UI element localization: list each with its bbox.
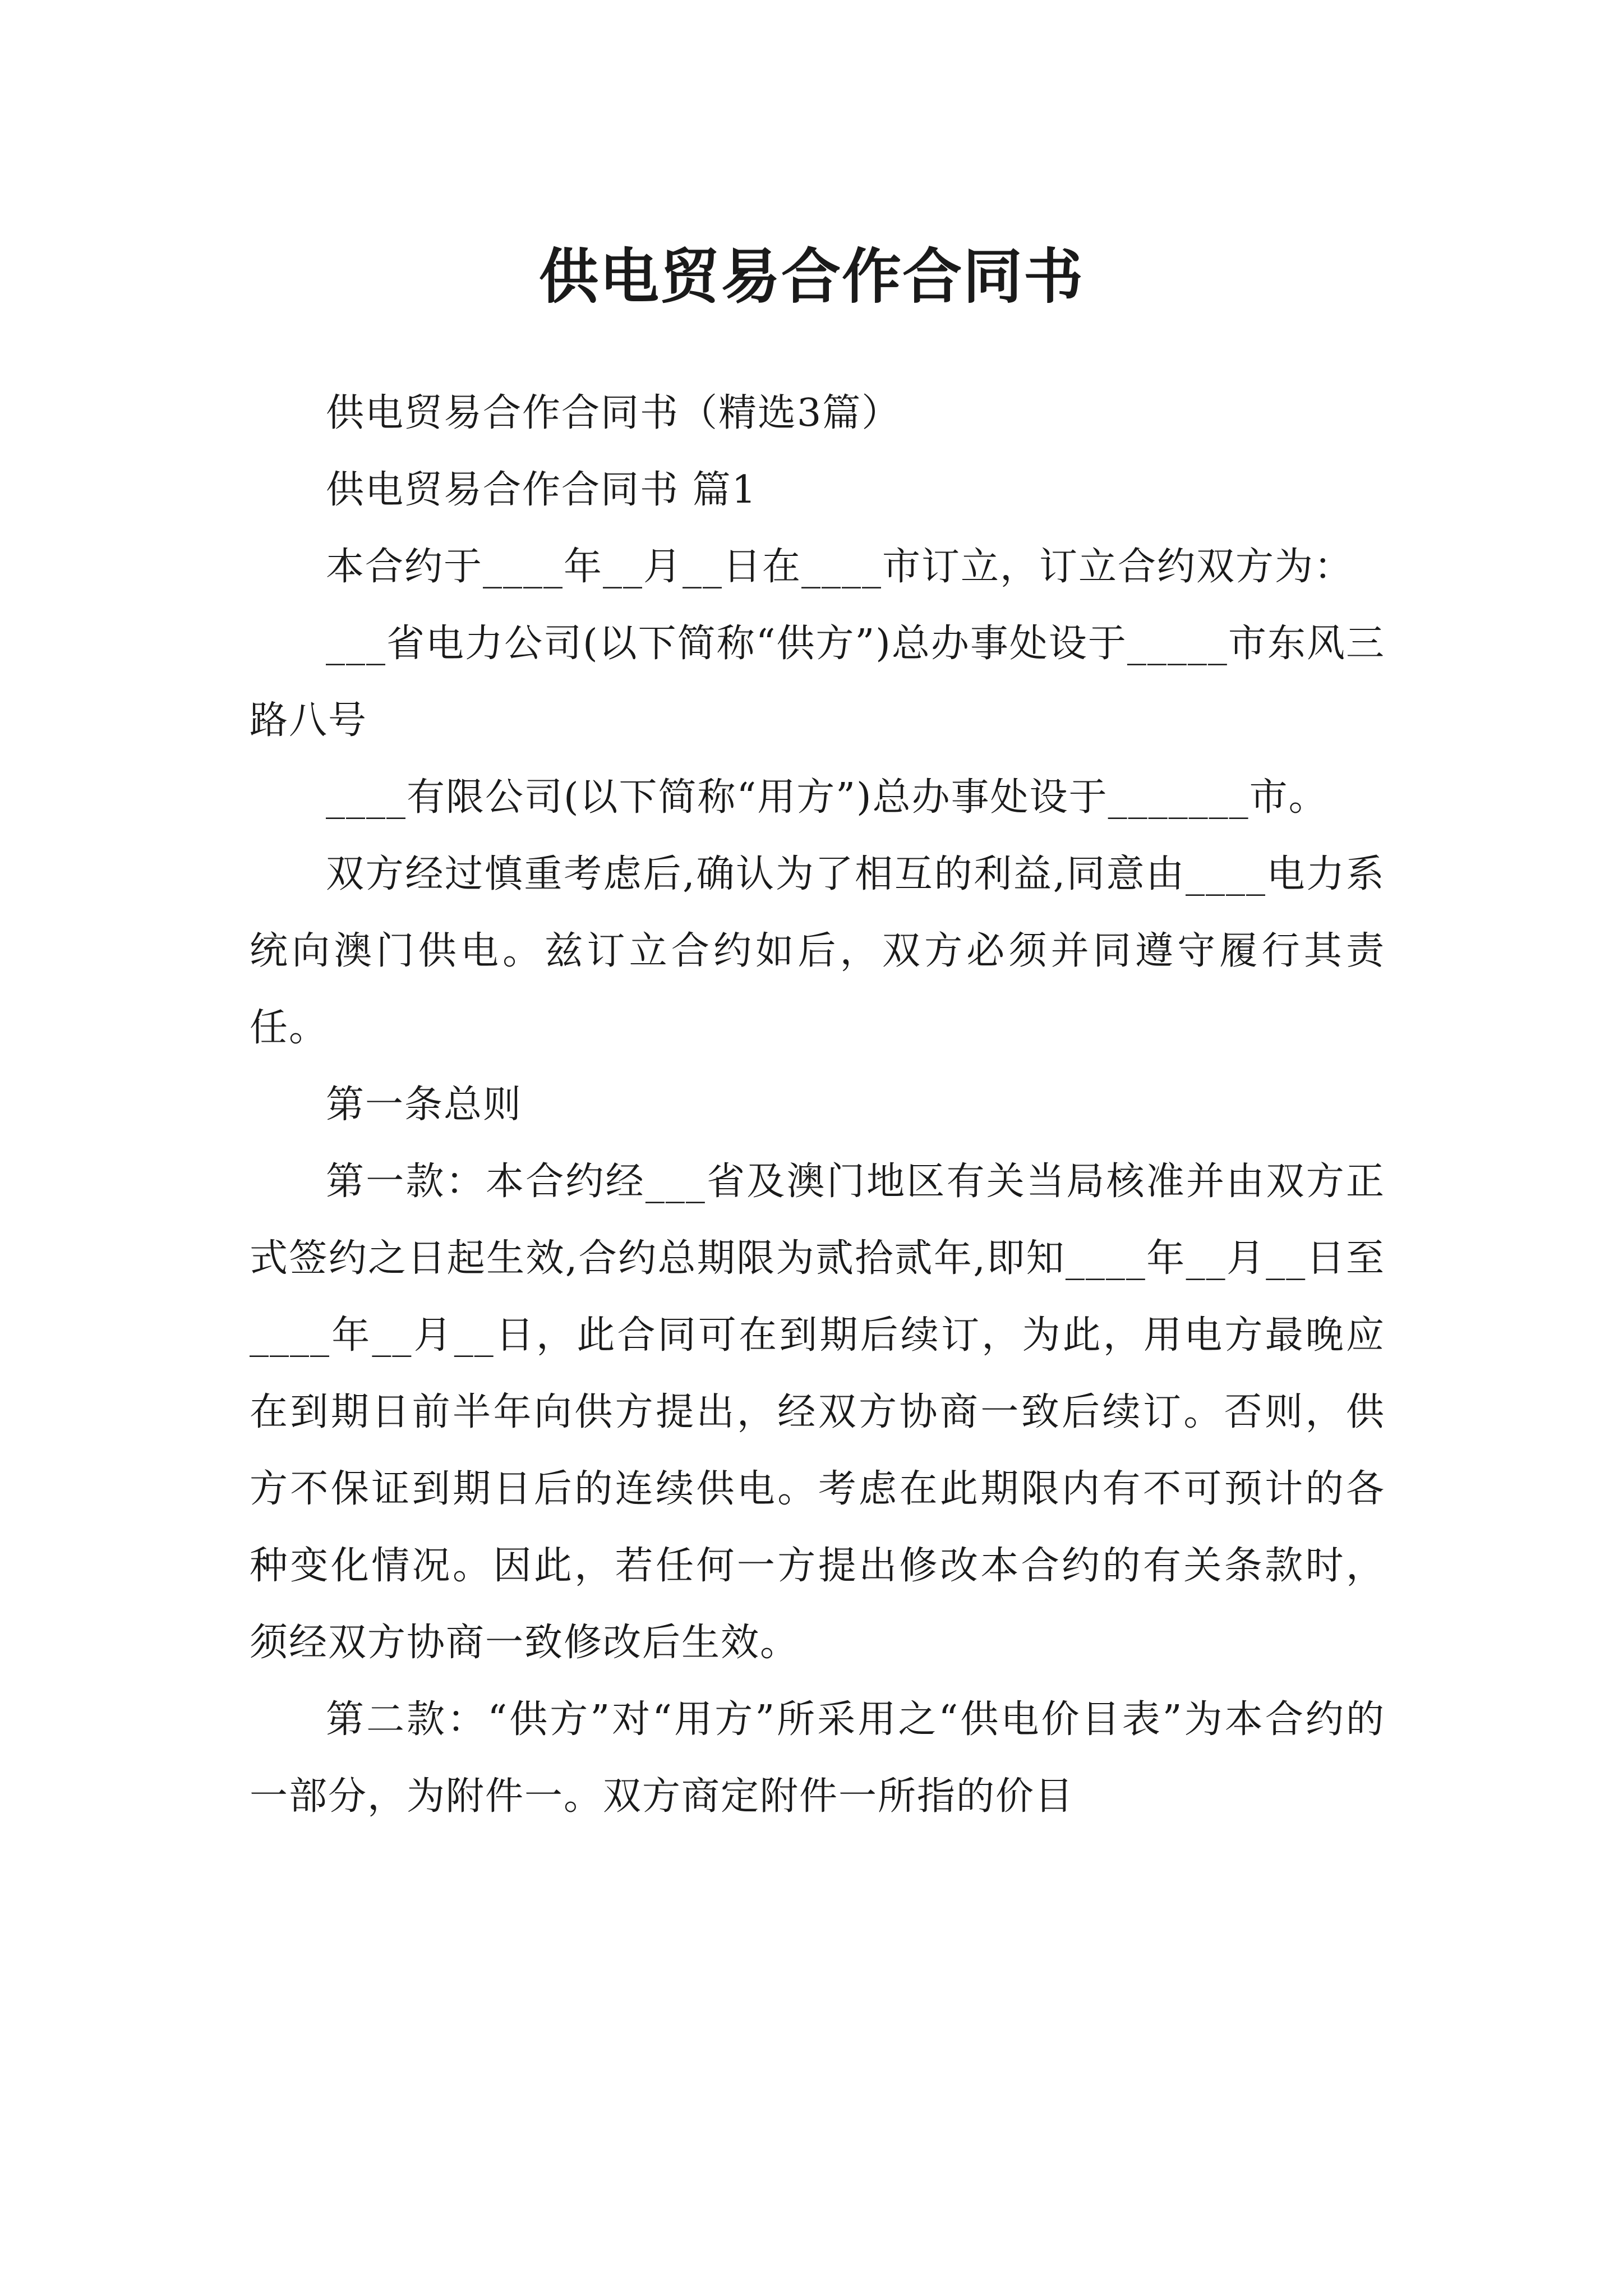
document-body xyxy=(250,375,1385,1835)
paragraph-clause-two: 第二款：“供方”对“用方”所采用之“供电价目表”为本合约的一部分，为附件一。双方商定附件一所指的价目 xyxy=(250,1697,1385,1819)
paragraph-contract-place: 本合约于____年__月__日在____市订立，订立合约双方为： xyxy=(326,545,1354,589)
paragraph-article-one: 第一条总则 xyxy=(326,1083,523,1127)
paragraph-section-heading: 供电贸易合作合同书 篇1 xyxy=(326,468,757,512)
document-title: 供电贸易合作合同书 xyxy=(539,241,1084,312)
paragraph-agreement: 双方经过慎重考虑后,确认为了相互的利益,同意由____电力系统向澳门供电。兹订立合约如后，双方必须并同遵守履行其责任。 xyxy=(250,852,1385,1050)
paragraph-subtitle: 供电贸易合作合同书（精选3篇） xyxy=(326,391,901,435)
paragraph-clause-one: 第一款：本合约经___省及澳门地区有关当局核准并由双方正式签约之日起生效,合约总期限为贰拾贰年,即知____年__月__日至____年__月__日，此合同可在到期后续订，为此，用电方最晚应在到期日前半年向供方提出，经双方协商一致后续订。否则，供方不保证到期日后的连续供电。考虑在此期限内有不可预计的各种变化情况。因此，若任何一方提出修改本合约的有关条款时，须经双方协商一致修改后生效。 xyxy=(250,1159,1385,1665)
paragraph-user: ____有限公司(以下简称“用方”)总办事处设于_______市。 xyxy=(326,775,1328,820)
paragraph-supplier: ___省电力公司(以下简称“供方”)总办事处设于_____市东风三路八号 xyxy=(250,622,1385,743)
